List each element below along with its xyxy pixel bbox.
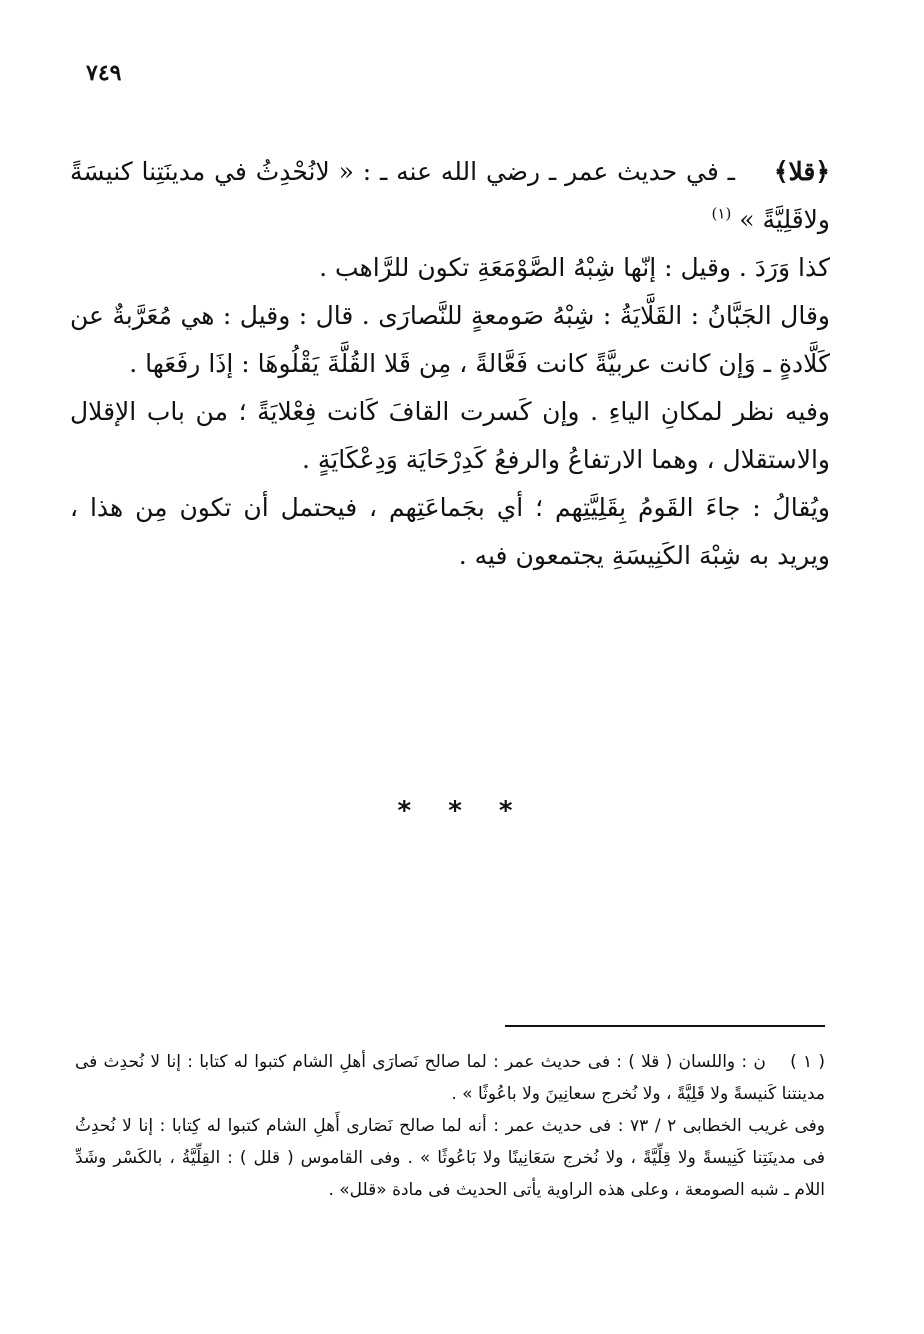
entry-headword: ﴿قلا﴾ [773,157,830,186]
entry-paragraph-2: كذا وَرَدَ . وقيل : إنّها شِبْهُ الصَّوْمَعَةِ تكون للرَّاهب . [319,253,830,282]
page-number: ٧٤٩ [86,60,122,86]
footnote-marker: ( ١ ) [790,1052,825,1072]
footnote-paragraph-1 [75,1046,825,1110]
entry-paragraph-5: ويُقالُ : جاءَ القَومُ بِقَلِيَّتِهم ؛ أي بجَماعَتِهم ، فيحتمل أن تكون مِن هذا ، ويريد به شِبْهَ الكَنِيسَةِ يجتمعون فيه . [70,493,830,570]
footnote-paragraph-2: وفى غريب الخطابى ٢ / ٧٣ : فى حديث عمر : أنه لما صالح نَصَارى أَهلِ الشام كتبوا له كِتابا : إنا لا نُحدِثُ فى مدينَتِنا كَنِيسةً ولا قِلِّيَّةً ، ولا نُخرج سَعَانِينًا ولا بَاعُوثًا » . وفى القاموس ( قلل ) : القِلِّيَّةُ ، بالكَسْر وشَدِّ اللام ـ شبه الصومعة ، وعلى هذه الراوية يأتى الحديث فى مادة «قلل» . [75,1116,825,1200]
entry-first-paragraph [70,148,830,244]
footnote-reference: (١) [711,204,732,223]
entry-paragraph-4: وفيه نظر لمكانِ الياءِ . وإن كَسرت القافَ كَانت فِعْلايَةً ؛ من باب الإقلال والاستقلال ، وهما الارتفاعُ والرفعُ كَدِرْحَايَة وَدِعْكَايَةٍ . [70,397,830,474]
dictionary-entry [70,148,830,580]
entry-paragraph-3: وقال الجَبَّانُ : القَلَّايَةُ : شِبْهُ صَومعةٍ للنَّصارَى . قال : وقيل : هي مُعَرَّبةٌ عن كَلَّادةٍ ـ وَإن كانت عربيَّةً كانت فَعَّالةً ، مِن قَلا القُلَّةَ يَقْلُوهَا : إذَا رفَعَها . [70,301,830,378]
footnote [75,1046,825,1206]
footnote-text-1: ن : واللسان ( قلا ) : فى حديث عمر : لما صالح نَصارَى أهلِ الشام كتبوا له كتابا : إنا لا نُحدِث فى مدينتنا كَنيسةً ولا قَلِيَّةً ، ولا نُخرج سعانِينَ ولا باعُوثًا » . [75,1052,825,1104]
section-separator: * * * [397,796,527,826]
footnote-divider [505,1025,825,1027]
entry-line-1: ـ في حديث عمر ـ رضي الله عنه ـ : « لانُحْدِثُ في مدينَتِنا كنيسَةً ولاقَلِيَّةً » [70,157,830,234]
